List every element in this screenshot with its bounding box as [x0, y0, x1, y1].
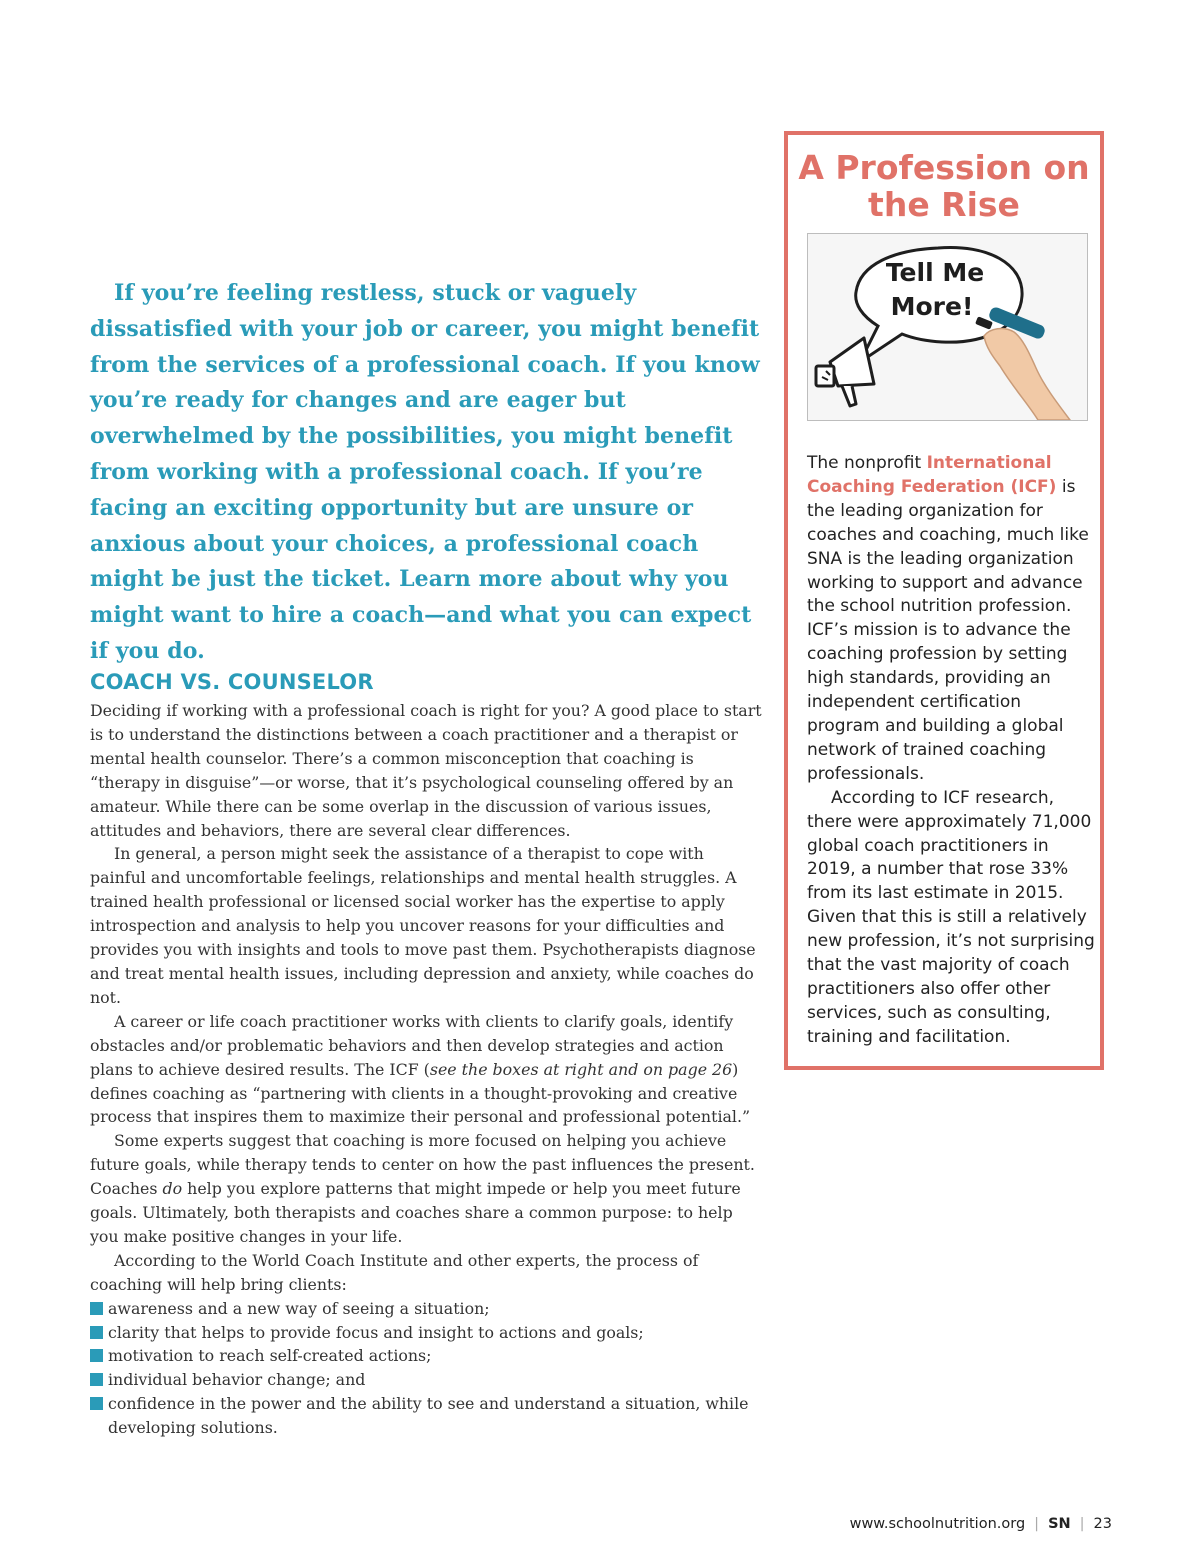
footer-divider: |: [1079, 1516, 1085, 1532]
sidebar-p1-text-a: The nonprofit: [807, 453, 927, 473]
body-paragraph-2: In general, a person might seek the assistance of a therapist to cope with painful and uncomfortable feelings, relationships and mental health struggles. A trained health professional or licensed social worker has the expertise to apply introspection and analysis to help you uncover reasons for your difficulties and provides you with insights and tools to move past them. Psychotherapists diagnose and treat mental health issues, including depression and anxiety, while coaches do not.: [90, 844, 756, 1007]
square-bullet-icon: [90, 1373, 103, 1386]
sidebar-paragraph-1: [807, 452, 1095, 787]
sidebar-title-line2: the Rise: [868, 185, 1020, 224]
list-item: [90, 1344, 762, 1368]
bubble-line1: Tell Me: [885, 258, 985, 287]
benefits-list: [90, 1297, 762, 1440]
lead-text: If you’re feeling restless, stuck or vaguely dissatisfied with your job or career, you might benefit from the services of a professional coach. If you know you’re ready for changes and are eager but overwhelmed by the possibilities, you might benefit from working with a professional coach. If you’re facing an exciting opportunity but are unsure or anxious about your choices, a professional coach might be just the ticket. Learn more about why you might want to hire a coach—and what you can expect if you do.: [90, 280, 760, 664]
sidebar-title-line1: A Profession on: [798, 148, 1090, 187]
sidebar-paragraph-2: According to ICF research, there were approximately 71,000 global coach practitioners in 2019, a number that rose 33% from its last estimate in 2015. Given that this is still a relatively new profession, it’s not surprising that the vast majority of coach practitioners also offer other services, such as consulting, training and facilitation.: [807, 787, 1095, 1047]
body-paragraph-1: Deciding if working with a professional coach is right for you? A good place to start is to understand the distinctions between a coach practitioner and a therapist or mental health counselor. There’s a common misconception that coaching is “therapy in disguise”—or worse, that it’s psychological counseling offered by an amateur. While there can be some overlap in the discussion of various issues, attitudes and behaviors, there are several clear differences.: [90, 701, 762, 840]
list-item: [90, 1392, 762, 1440]
p4-text-b: help you explore patterns that might impede or help you meet future goals. Ultimately, both therapists and coaches share a common purpose: to help you make positive changes in your life.: [90, 1179, 741, 1246]
body-paragraph-5: According to the World Coach Institute and other experts, the process of coaching will help bring clients:: [90, 1250, 699, 1294]
list-item: [90, 1321, 762, 1345]
page-number: 23: [1093, 1516, 1112, 1532]
list-item-text: individual behavior change; and: [108, 1370, 366, 1390]
p4-text-a: Some experts suggest that coaching is more focused on helping you achieve future goals, while therapy tends to center on how the past influences the present. Coaches: [90, 1131, 755, 1199]
sidebar-p1-text-b: is the leading organization for coaches and coaching, much like SNA is the leading organization working to support and advance the school nutrition profession. ICF’s mission is to advance the coaching profession by setting high standards, providing an independent certification program and building a global network of trained coaching professionals.: [807, 476, 1089, 784]
icf-highlight: International Coaching Federation (ICF): [807, 453, 1057, 497]
list-item-text: confidence in the power and the ability to see and understand a situation, while developing solutions.: [108, 1394, 749, 1438]
square-bullet-icon: [90, 1397, 103, 1410]
body-paragraph-4: [90, 1129, 762, 1249]
sidebar-title: [788, 149, 1100, 223]
footer-publication: SN: [1048, 1516, 1071, 1532]
article-body: [90, 699, 762, 1440]
lead-paragraph: [90, 276, 770, 670]
speech-bubble-megaphone-icon: [808, 234, 1087, 420]
body-paragraph-3: [90, 1010, 762, 1130]
sidebar-box: [784, 131, 1104, 1070]
tell-me-more-illustration: [807, 233, 1088, 421]
p3-italic: see the boxes at right and on page 26: [429, 1059, 733, 1079]
list-item: [90, 1297, 762, 1321]
bubble-line2: More!: [890, 292, 974, 321]
list-item-text: awareness and a new way of seeing a situation;: [108, 1298, 490, 1318]
section-heading: COACH VS. COUNSELOR: [90, 670, 374, 694]
footer-url: www.schoolnutrition.org: [849, 1516, 1026, 1532]
square-bullet-icon: [90, 1302, 103, 1315]
p3-text-b: ) defines coaching as “partnering with clients in a thought-provoking and creative process that inspires them to maximize their personal and professional potential.”: [90, 1059, 751, 1127]
page-footer: [850, 1516, 1112, 1532]
square-bullet-icon: [90, 1349, 103, 1362]
p3-text-a: A career or life coach practitioner works with clients to clarify goals, identify obstacles and/or problematic behaviors and then develop strategies and action plans to achieve desired results. The ICF (: [90, 1011, 734, 1079]
footer-divider: |: [1034, 1516, 1040, 1532]
square-bullet-icon: [90, 1326, 103, 1339]
list-item-text: motivation to reach self-created actions;: [108, 1346, 432, 1366]
p4-italic: do: [162, 1179, 183, 1199]
list-item-text: clarity that helps to provide focus and insight to actions and goals;: [108, 1322, 644, 1342]
sidebar-body: [807, 452, 1095, 1050]
list-item: [90, 1368, 762, 1392]
